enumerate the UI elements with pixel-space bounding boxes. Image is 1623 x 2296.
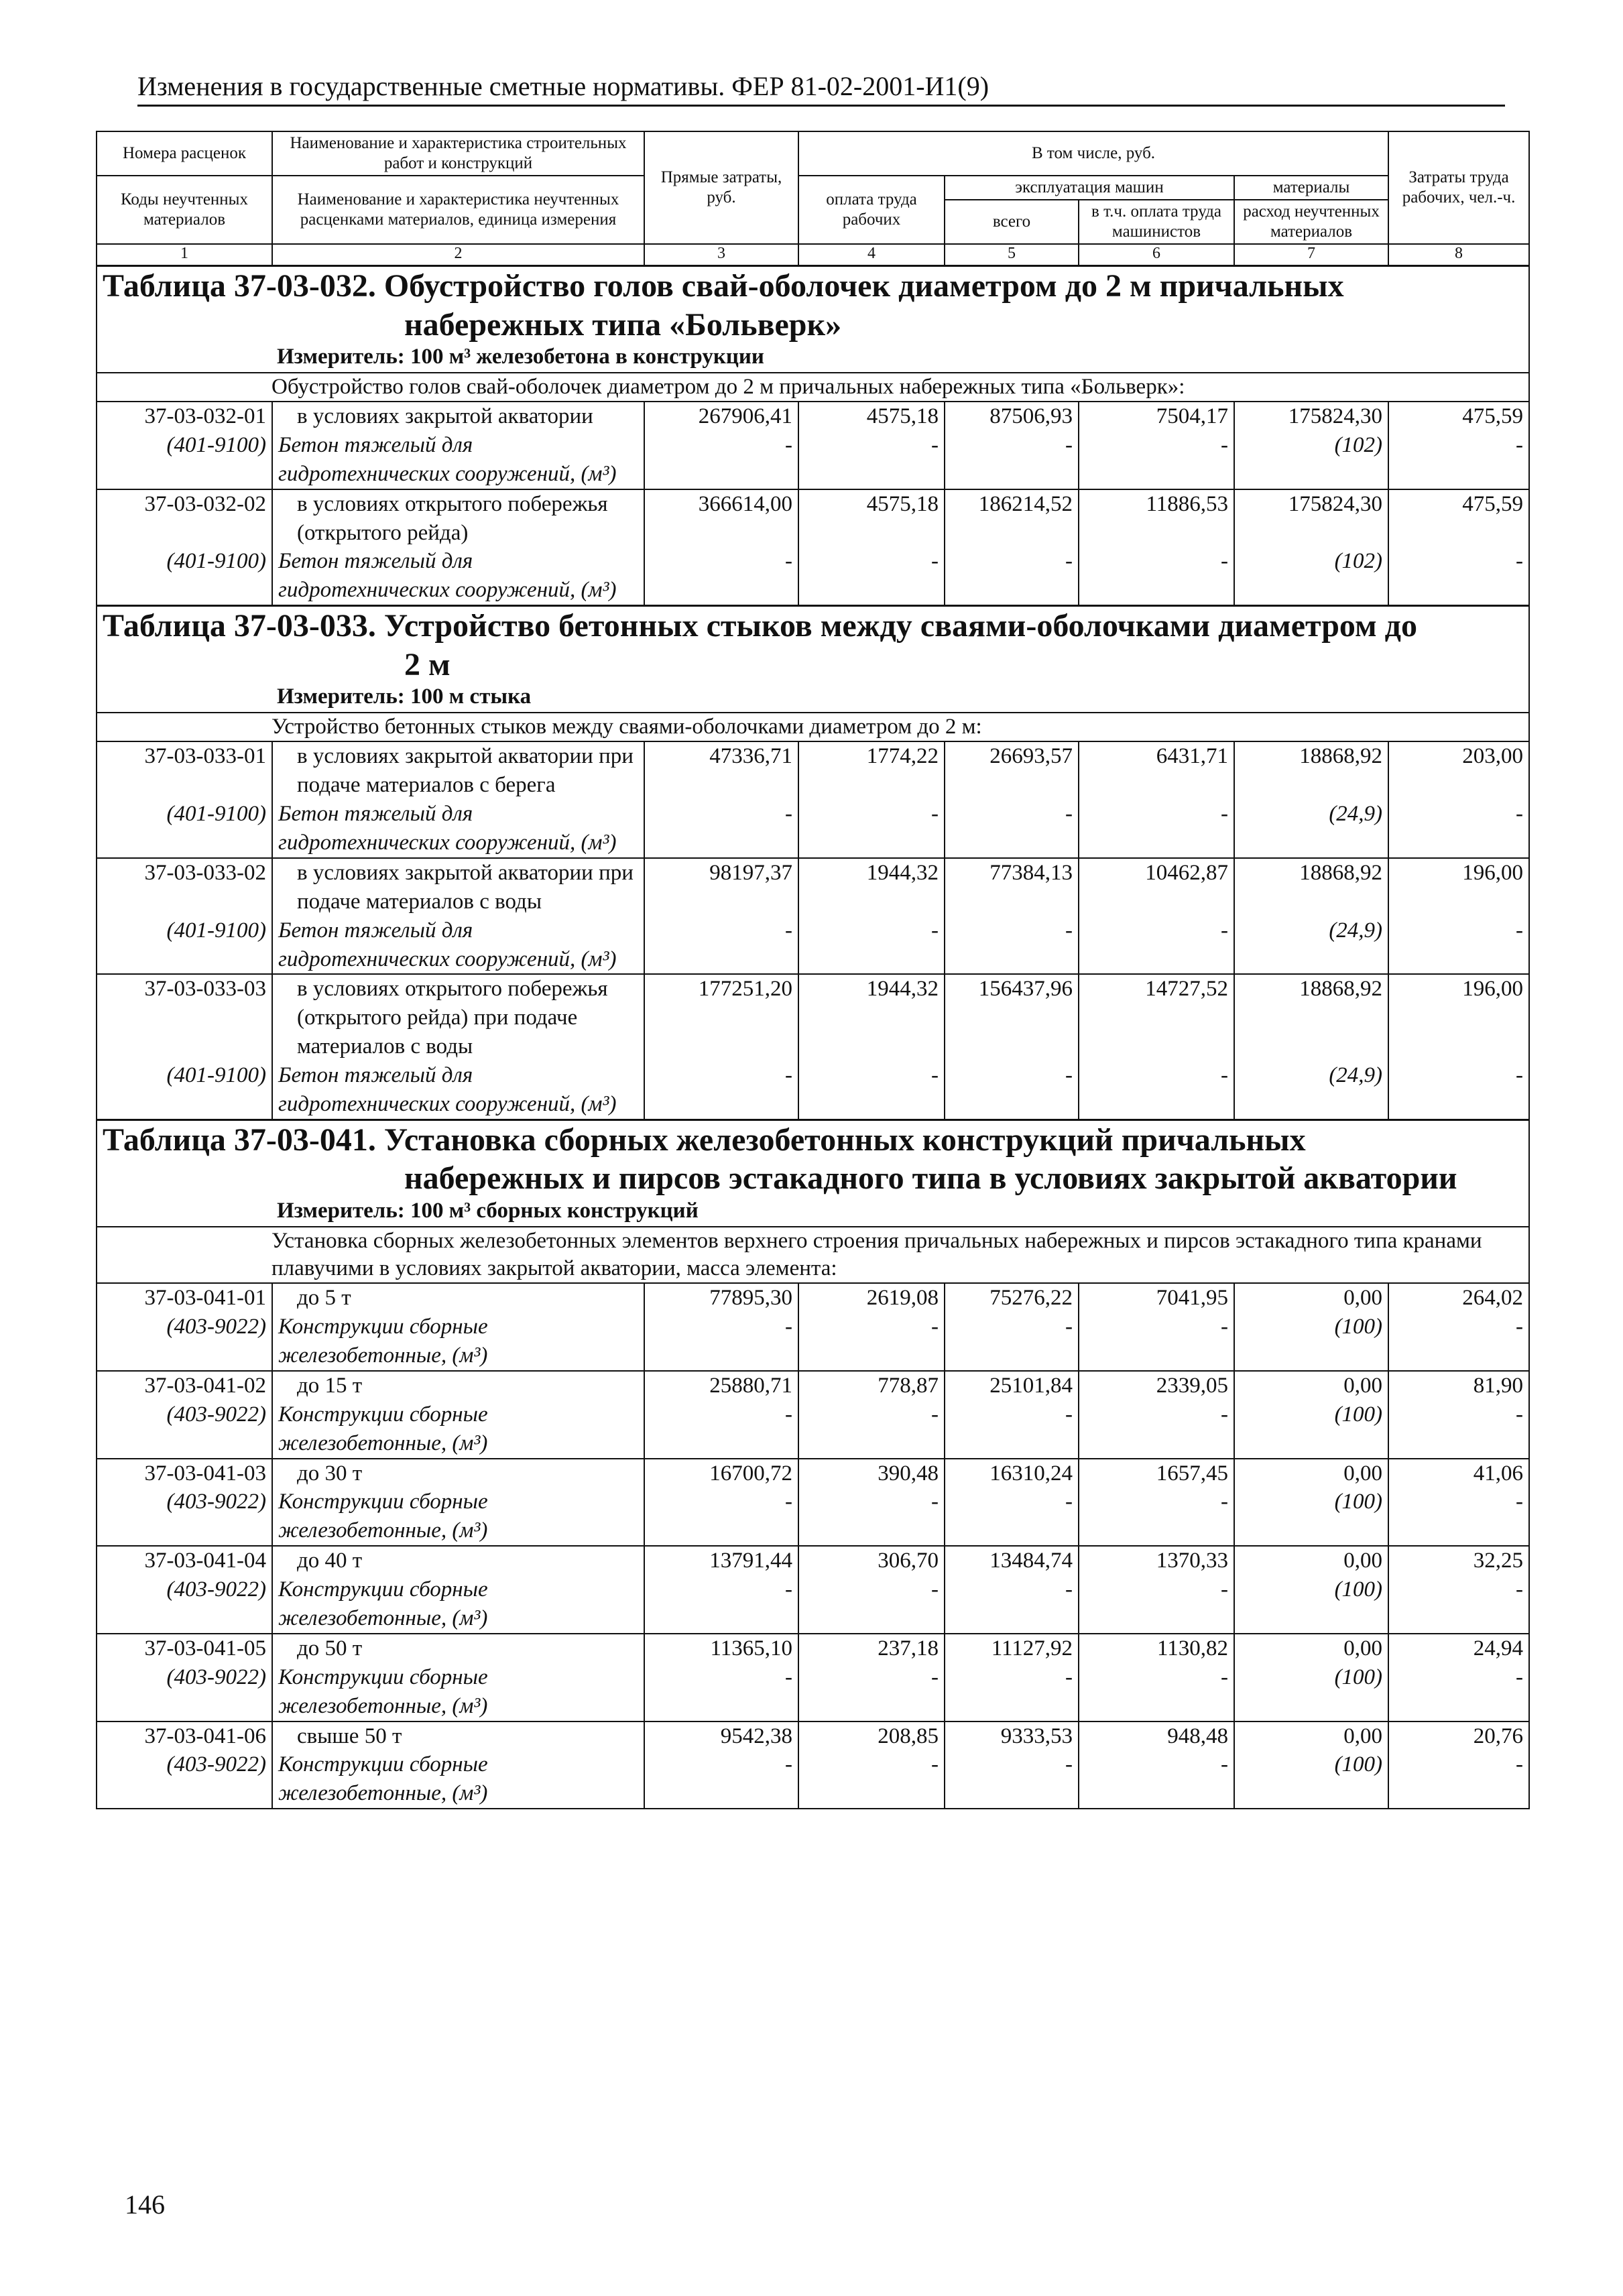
value-cell: 1130,82 — [1079, 1634, 1234, 1663]
value-cell: 306,70 — [798, 1546, 945, 1575]
material-row — [97, 1575, 1529, 1634]
work-description — [272, 1546, 644, 1575]
value-cell: 1370,33 — [1079, 1546, 1234, 1575]
table-title — [97, 606, 1529, 713]
value-cell: 156437,96 — [945, 974, 1079, 1061]
material-value-cell: - — [798, 1750, 945, 1809]
value-cell: 948,48 — [1079, 1721, 1234, 1751]
material-value-cell: - — [1388, 916, 1529, 975]
group-row — [97, 1227, 1529, 1284]
material-description: Конструкции сборные железобетонные, (м³) — [272, 1488, 644, 1546]
work-description — [272, 402, 644, 431]
value-cell: 2339,05 — [1079, 1371, 1234, 1400]
work-description — [272, 1371, 644, 1400]
material-description: Бетон тяжелый для гидротехнических сооружений, (м³) — [272, 1061, 644, 1120]
material-value-cell: - — [1079, 1061, 1234, 1120]
material-value-cell: - — [644, 431, 798, 489]
value-cell: 18868,92 — [1234, 974, 1388, 1061]
material-description: Бетон тяжелый для гидротехнических сооружений, (м³) — [272, 800, 644, 858]
material-value-cell: (100) — [1234, 1750, 1388, 1809]
work-description-text: до 5 т — [297, 1286, 351, 1311]
value-cell: 6431,71 — [1079, 741, 1234, 800]
table-row — [97, 1634, 1529, 1663]
material-value-cell: - — [945, 431, 1079, 489]
table-unit: Измеритель: 100 м³ железобетона в конструкции — [277, 345, 764, 369]
material-row — [97, 1750, 1529, 1809]
value-cell: 25101,84 — [945, 1371, 1079, 1400]
material-value-cell: - — [798, 1575, 945, 1634]
material-value-cell: - — [1388, 1488, 1529, 1546]
material-value-cell: - — [945, 1750, 1079, 1809]
material-value-cell: - — [1388, 431, 1529, 489]
work-description — [272, 858, 644, 916]
material-value-cell: (100) — [1234, 1400, 1388, 1459]
rate-code: 37-03-041-03 — [97, 1459, 272, 1488]
table-row — [97, 402, 1529, 431]
value-cell: 26693,57 — [945, 741, 1079, 800]
group-row — [97, 373, 1529, 402]
col-num: 5 — [945, 244, 1079, 266]
material-code: (403-9022) — [97, 1400, 272, 1459]
material-value-cell: - — [945, 1575, 1079, 1634]
col-materials-header: расход неучтенных материалов — [1234, 200, 1388, 244]
value-cell: 778,87 — [798, 1371, 945, 1400]
material-value-cell: (102) — [1234, 431, 1388, 489]
value-cell: 1774,22 — [798, 741, 945, 800]
value-cell: 41,06 — [1388, 1459, 1529, 1488]
material-value-cell: - — [798, 916, 945, 975]
value-cell: 1657,45 — [1079, 1459, 1234, 1488]
material-value-cell: - — [644, 1400, 798, 1459]
group-description: Обустройство голов свай-оболочек диаметром до 2 м причальных набережных типа «Больверк»: — [97, 373, 1529, 402]
value-cell: 9542,38 — [644, 1721, 798, 1751]
work-description — [272, 1721, 644, 1751]
table-unit: Измеритель: 100 м³ сборных конструкций — [277, 1199, 699, 1223]
col-material-name-header: Наименование и характеристика неучтенных расценками материалов, единица измерения — [272, 176, 644, 244]
col-work-name-header: Наименование и характеристика строительных работ и конструкций — [272, 131, 644, 176]
material-row — [97, 431, 1529, 489]
value-cell: 1944,32 — [798, 974, 945, 1061]
material-value-cell: - — [945, 547, 1079, 605]
material-description: Бетон тяжелый для гидротехнических сооружений, (м³) — [272, 547, 644, 605]
material-value-cell: (102) — [1234, 547, 1388, 605]
material-value-cell: (100) — [1234, 1313, 1388, 1371]
material-value-cell: - — [945, 1313, 1079, 1371]
table-row — [97, 1721, 1529, 1751]
column-numbers-row — [97, 244, 1529, 266]
material-value-cell: - — [1388, 1750, 1529, 1809]
rate-code: 37-03-033-01 — [97, 741, 272, 800]
col-num: 2 — [272, 244, 644, 266]
material-value-cell: - — [1388, 1663, 1529, 1721]
material-value-cell: - — [798, 1061, 945, 1120]
material-description: Конструкции сборные железобетонные, (м³) — [272, 1313, 644, 1371]
table-title-row — [97, 1120, 1529, 1226]
value-cell: 475,59 — [1388, 489, 1529, 548]
material-row — [97, 1663, 1529, 1721]
group-row — [97, 713, 1529, 741]
material-row — [97, 1061, 1529, 1120]
material-description: Конструкции сборные железобетонные, (м³) — [272, 1663, 644, 1721]
material-value-cell: - — [1079, 916, 1234, 975]
material-value-cell: - — [644, 1663, 798, 1721]
value-cell: 196,00 — [1388, 974, 1529, 1061]
col-machines-total-header: всего — [945, 200, 1079, 244]
norms-table — [96, 131, 1530, 1809]
material-value-cell: (24,9) — [1234, 800, 1388, 858]
rate-code: 37-03-032-02 — [97, 489, 272, 548]
table-title-row — [97, 606, 1529, 713]
col-operator-wages-header: в т.ч. оплата труда машинистов — [1079, 200, 1234, 244]
material-code: (403-9022) — [97, 1488, 272, 1546]
material-code: (403-9022) — [97, 1750, 272, 1809]
material-value-cell: - — [1388, 547, 1529, 605]
value-cell: 475,59 — [1388, 402, 1529, 431]
value-cell: 0,00 — [1234, 1721, 1388, 1751]
material-value-cell: - — [1388, 800, 1529, 858]
value-cell: 87506,93 — [945, 402, 1079, 431]
material-value-cell: (100) — [1234, 1663, 1388, 1721]
group-description: Установка сборных железобетонных элементов верхнего строения причальных набережных и пирсов эстакадного типа кранами плавучими в условиях закрытой акватории, масса элемента: — [97, 1227, 1529, 1284]
value-cell: 0,00 — [1234, 1634, 1388, 1663]
table-row — [97, 1459, 1529, 1488]
material-value-cell: - — [945, 1061, 1079, 1120]
material-value-cell: - — [945, 1663, 1079, 1721]
rate-code: 37-03-041-01 — [97, 1283, 272, 1313]
material-value-cell: - — [1079, 1663, 1234, 1721]
table-title-line: Таблица 37-03-032. Обустройство голов свай-оболочек диаметром до 2 м причальных — [103, 268, 1344, 304]
material-code: (403-9022) — [97, 1663, 272, 1721]
material-row — [97, 547, 1529, 605]
value-cell: 196,00 — [1388, 858, 1529, 916]
value-cell: 77895,30 — [644, 1283, 798, 1313]
work-description-text: до 40 т — [297, 1549, 363, 1573]
value-cell: 0,00 — [1234, 1459, 1388, 1488]
value-cell: 4575,18 — [798, 402, 945, 431]
rate-code: 37-03-041-05 — [97, 1634, 272, 1663]
value-cell: 7504,17 — [1079, 402, 1234, 431]
rate-code: 37-03-041-02 — [97, 1371, 272, 1400]
value-cell: 175824,30 — [1234, 489, 1388, 548]
value-cell: 14727,52 — [1079, 974, 1234, 1061]
work-description-text: до 50 т — [297, 1636, 363, 1660]
table-title-line: Таблица 37-03-041. Установка сборных железобетонных конструкций причальных — [103, 1122, 1306, 1158]
col-num: 6 — [1079, 244, 1234, 266]
page-number: 146 — [125, 2189, 165, 2220]
table-title-line: набережных типа «Больверк» — [404, 306, 842, 343]
col-num: 3 — [644, 244, 798, 266]
value-cell: 175824,30 — [1234, 402, 1388, 431]
machines-header: эксплуатация машин — [945, 176, 1234, 200]
table-row — [97, 858, 1529, 916]
header-row-2 — [97, 176, 1529, 200]
material-value-cell: - — [1388, 1400, 1529, 1459]
rate-code: 37-03-033-02 — [97, 858, 272, 916]
material-description: Конструкции сборные железобетонные, (м³) — [272, 1750, 644, 1809]
material-value-cell: (100) — [1234, 1488, 1388, 1546]
material-value-cell: - — [644, 916, 798, 975]
table-row — [97, 1283, 1529, 1313]
rate-code: 37-03-032-01 — [97, 402, 272, 431]
material-description: Конструкции сборные железобетонные, (м³) — [272, 1400, 644, 1459]
group-description: Устройство бетонных стыков между сваями-оболочками диаметром до 2 м: — [97, 713, 1529, 741]
work-description — [272, 741, 644, 800]
work-description-text: в условиях закрытой акватории — [297, 404, 593, 429]
value-cell: 2619,08 — [798, 1283, 945, 1313]
material-code: (403-9022) — [97, 1575, 272, 1634]
table-row — [97, 1371, 1529, 1400]
material-value-cell: - — [1079, 1750, 1234, 1809]
material-value-cell: - — [798, 547, 945, 605]
table-title-line: набережных и пирсов эстакадного типа в условиях закрытой акватории — [404, 1160, 1457, 1197]
value-cell: 18868,92 — [1234, 858, 1388, 916]
material-value-cell: - — [1388, 1061, 1529, 1120]
material-value-cell: - — [644, 1061, 798, 1120]
material-code: (401-9100) — [97, 1061, 272, 1120]
work-description — [272, 1634, 644, 1663]
material-value-cell: - — [798, 800, 945, 858]
table-title — [97, 1120, 1529, 1226]
material-value-cell: (24,9) — [1234, 1061, 1388, 1120]
material-value-cell: - — [644, 547, 798, 605]
value-cell: 32,25 — [1388, 1546, 1529, 1575]
value-cell: 177251,20 — [644, 974, 798, 1061]
value-cell: 16700,72 — [644, 1459, 798, 1488]
col-num: 7 — [1234, 244, 1388, 266]
material-value-cell: - — [798, 1400, 945, 1459]
table-title-line: 2 м — [404, 646, 450, 682]
material-value-cell: - — [798, 431, 945, 489]
material-value-cell: - — [945, 800, 1079, 858]
material-value-cell: - — [945, 1400, 1079, 1459]
material-value-cell: - — [798, 1488, 945, 1546]
material-code: (401-9100) — [97, 431, 272, 489]
work-description-text: до 15 т — [297, 1373, 363, 1398]
rate-code: 37-03-041-04 — [97, 1546, 272, 1575]
material-value-cell: - — [1388, 1575, 1529, 1634]
material-value-cell: - — [1388, 1313, 1529, 1371]
table-title — [97, 266, 1529, 373]
col-rate-number-header: Номера расценок — [97, 131, 272, 176]
value-cell: 11127,92 — [945, 1634, 1079, 1663]
table-row — [97, 974, 1529, 1061]
value-cell: 0,00 — [1234, 1283, 1388, 1313]
value-cell: 1944,32 — [798, 858, 945, 916]
materials-group-header: материалы — [1234, 176, 1388, 200]
value-cell: 9333,53 — [945, 1721, 1079, 1751]
document-header: Изменения в государственные сметные нормативы. ФЕР 81-02-2001-И1(9) — [137, 70, 1505, 107]
value-cell: 24,94 — [1388, 1634, 1529, 1663]
value-cell: 16310,24 — [945, 1459, 1079, 1488]
value-cell: 390,48 — [798, 1459, 945, 1488]
rate-code: 37-03-033-03 — [97, 974, 272, 1061]
incl-header: В том числе, руб. — [798, 131, 1388, 176]
material-value-cell: - — [1079, 1575, 1234, 1634]
material-value-cell: - — [1079, 431, 1234, 489]
value-cell: 237,18 — [798, 1634, 945, 1663]
col-num: 8 — [1388, 244, 1529, 266]
col-wages-header: оплата труда рабочих — [798, 176, 945, 244]
material-value-cell: - — [1079, 800, 1234, 858]
material-row — [97, 800, 1529, 858]
value-cell: 0,00 — [1234, 1546, 1388, 1575]
material-row — [97, 916, 1529, 975]
table-title-row — [97, 266, 1529, 373]
value-cell: 366614,00 — [644, 489, 798, 548]
table-unit: Измеритель: 100 м стыка — [277, 684, 532, 709]
value-cell: 18868,92 — [1234, 741, 1388, 800]
material-description: Конструкции сборные железобетонные, (м³) — [272, 1575, 644, 1634]
work-description-text: в условиях закрытой акватории при подаче материалов с берега — [297, 744, 634, 798]
value-cell: 186214,52 — [945, 489, 1079, 548]
material-row — [97, 1313, 1529, 1371]
table-title-line: Таблица 37-03-033. Устройство бетонных стыков между сваями-оболочками диаметром до — [103, 608, 1417, 644]
work-description-text: в условиях открытого побережья (открытого рейда) при подаче материалов с воды — [297, 977, 608, 1059]
work-description — [272, 1283, 644, 1313]
material-code: (403-9022) — [97, 1313, 272, 1371]
material-value-cell: - — [644, 1750, 798, 1809]
work-description — [272, 974, 644, 1061]
value-cell: 81,90 — [1388, 1371, 1529, 1400]
work-description-text: в условиях закрытой акватории при подаче материалов с воды — [297, 860, 634, 914]
value-cell: 75276,22 — [945, 1283, 1079, 1313]
col-direct-costs-header: Прямые затраты, руб. — [644, 131, 798, 244]
material-row — [97, 1488, 1529, 1546]
material-code: (401-9100) — [97, 547, 272, 605]
material-code: (401-9100) — [97, 800, 272, 858]
material-code: (401-9100) — [97, 916, 272, 975]
value-cell: 47336,71 — [644, 741, 798, 800]
col-material-code-header: Коды неучтенных материалов — [97, 176, 272, 244]
value-cell: 267906,41 — [644, 402, 798, 431]
value-cell: 20,76 — [1388, 1721, 1529, 1751]
material-description: Бетон тяжелый для гидротехнических сооружений, (м³) — [272, 431, 644, 489]
material-value-cell: - — [644, 1575, 798, 1634]
material-value-cell: - — [644, 800, 798, 858]
value-cell: 4575,18 — [798, 489, 945, 548]
table-row — [97, 1546, 1529, 1575]
material-value-cell: - — [1079, 547, 1234, 605]
work-description — [272, 1459, 644, 1488]
value-cell: 264,02 — [1388, 1283, 1529, 1313]
value-cell: 98197,37 — [644, 858, 798, 916]
value-cell: 11886,53 — [1079, 489, 1234, 548]
rate-code: 37-03-041-06 — [97, 1721, 272, 1751]
material-row — [97, 1400, 1529, 1459]
value-cell: 203,00 — [1388, 741, 1529, 800]
work-description-text: в условиях открытого побережья (открытого рейда) — [297, 491, 608, 545]
material-value-cell: - — [644, 1313, 798, 1371]
material-value-cell: - — [644, 1488, 798, 1546]
material-description: Бетон тяжелый для гидротехнических сооружений, (м³) — [272, 916, 644, 975]
material-value-cell: - — [1079, 1488, 1234, 1546]
value-cell: 0,00 — [1234, 1371, 1388, 1400]
value-cell: 208,85 — [798, 1721, 945, 1751]
material-value-cell: (100) — [1234, 1575, 1388, 1634]
value-cell: 25880,71 — [644, 1371, 798, 1400]
value-cell: 13791,44 — [644, 1546, 798, 1575]
col-num: 4 — [798, 244, 945, 266]
work-description — [272, 489, 644, 548]
value-cell: 7041,95 — [1079, 1283, 1234, 1313]
header-row-1 — [97, 131, 1529, 176]
material-value-cell: - — [945, 916, 1079, 975]
material-value-cell: - — [945, 1488, 1079, 1546]
work-description-text: до 30 т — [297, 1461, 363, 1486]
value-cell: 11365,10 — [644, 1634, 798, 1663]
work-description-text: свыше 50 т — [297, 1724, 402, 1748]
table-row — [97, 741, 1529, 800]
material-value-cell: (24,9) — [1234, 916, 1388, 975]
value-cell: 10462,87 — [1079, 858, 1234, 916]
col-num: 1 — [97, 244, 272, 266]
value-cell: 13484,74 — [945, 1546, 1079, 1575]
material-value-cell: - — [1079, 1400, 1234, 1459]
value-cell: 77384,13 — [945, 858, 1079, 916]
col-labor-hours-header: Затраты труда рабочих, чел.-ч. — [1388, 131, 1529, 244]
table-row — [97, 489, 1529, 548]
material-value-cell: - — [1079, 1313, 1234, 1371]
material-value-cell: - — [798, 1663, 945, 1721]
material-value-cell: - — [798, 1313, 945, 1371]
